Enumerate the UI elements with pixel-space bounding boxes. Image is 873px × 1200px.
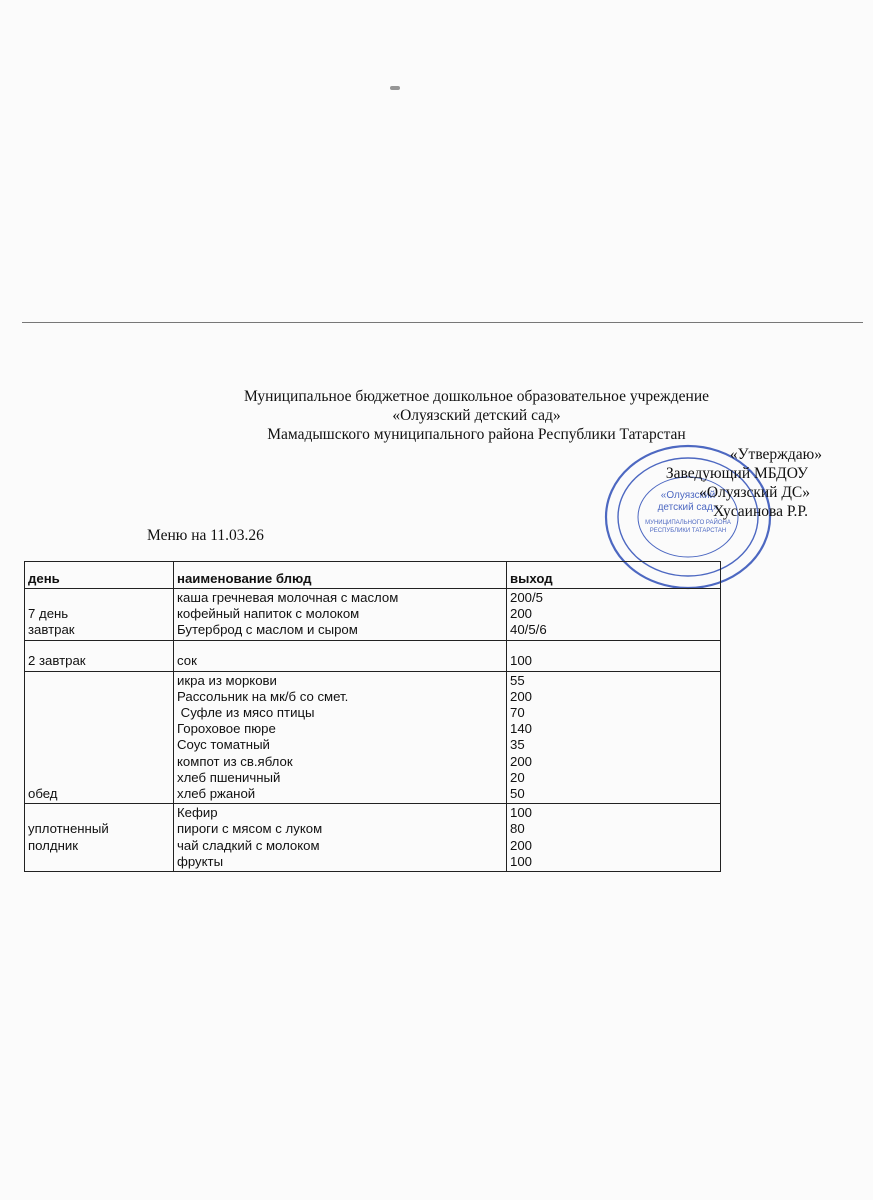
dishes-cell [174, 671, 507, 804]
day-label: полдник [28, 837, 78, 853]
dishes-cell [174, 589, 507, 641]
dish-item: Рассольник на мк/б со смет. [177, 688, 349, 704]
column-header-dishes: наименование блюд [174, 562, 507, 589]
approval-line: Хусаинова Р.Р. [713, 503, 808, 520]
yield-value: 70 [510, 705, 525, 721]
dish-item: пироги с мясом с луком [177, 821, 323, 837]
column-header-day: день [25, 562, 174, 589]
dish-item: хлеб ржаной [177, 786, 256, 802]
approval-block [648, 445, 868, 521]
yield-cell [507, 589, 721, 641]
yield-value: 200/5 [510, 590, 544, 605]
yield-value: 40/5/6 [510, 622, 547, 638]
dish-item: Бутерброд с маслом и сыром [177, 622, 358, 638]
header-line: Муниципальное бюджетное дошкольное образовательное учреждение [244, 388, 709, 405]
yield-cell [507, 671, 721, 804]
dish-item: Соус томатный [177, 737, 270, 753]
table-header-row [25, 562, 721, 589]
dish-item: кофейный напиток с молоком [177, 606, 360, 622]
scan-smudge [390, 86, 400, 90]
approval-line: Заведующий МБДОУ [665, 465, 808, 482]
yield-value: 200 [510, 688, 533, 704]
table-row [25, 640, 721, 671]
seal-text: РЕСПУБЛИКИ ТАТАРСТАН [649, 528, 727, 534]
yield-value: 80 [510, 821, 525, 837]
header-line: Мамадышского муниципального района Республики Татарстан [267, 426, 686, 443]
dish-item: компот из св.яблок [177, 753, 293, 769]
dishes-cell [174, 640, 507, 671]
yield-value: 200 [510, 837, 533, 853]
day-cell [25, 589, 174, 641]
header-line: «Олуязский детский сад» [392, 407, 561, 424]
day-cell [25, 804, 174, 872]
yield-value: 100 [510, 805, 533, 821]
approval-line: «Утверждаю» [729, 446, 822, 463]
sheet-edge-line [22, 322, 863, 323]
day-label: уплотненный [28, 821, 109, 837]
dish-item: Суфле из мясо птицы [177, 705, 315, 721]
yield-value: 200 [510, 606, 533, 622]
dish-item: каша гречневая молочная с маслом [177, 590, 399, 605]
dish-item: фрукты [177, 853, 224, 869]
dishes-cell [174, 804, 507, 872]
yield-value: 100 [510, 853, 533, 869]
menu-table [24, 561, 721, 872]
day-label: 2 завтрак [28, 653, 86, 669]
dish-item: хлеб пшеничный [177, 769, 281, 785]
day-cell [25, 671, 174, 804]
yield-cell [507, 804, 721, 872]
seal-text: «Олуязский [660, 490, 716, 501]
seal-text: детский сад» [657, 502, 719, 513]
yield-value: 100 [510, 653, 533, 669]
dish-item: сок [177, 653, 197, 669]
approval-line: «Олуязский ДС» [699, 484, 810, 501]
day-label: 7 день [28, 606, 69, 622]
yield-value: 35 [510, 737, 525, 753]
seal-text: МУНИЦИПАЛЬНОГО РАЙОНА [645, 520, 731, 526]
day-cell [25, 640, 174, 671]
dish-item: икра из моркови [177, 672, 277, 688]
yield-value: 20 [510, 769, 525, 785]
yield-value: 200 [510, 753, 533, 769]
dish-item: чай сладкий с молоком [177, 837, 320, 853]
institution-header [0, 387, 873, 444]
column-header-yield: выход [507, 562, 721, 589]
table-row [25, 671, 721, 804]
yield-value: 140 [510, 721, 533, 737]
day-label: завтрак [28, 622, 75, 638]
dish-item: Кефир [177, 805, 218, 821]
yield-value: 50 [510, 786, 525, 802]
menu-date: Меню на 11.03.26 [147, 527, 264, 544]
dish-item: Гороховое пюре [177, 721, 276, 737]
table-row [25, 804, 721, 872]
table-row [25, 589, 721, 641]
yield-cell [507, 640, 721, 671]
yield-value: 55 [510, 672, 525, 688]
day-label: обед [28, 786, 58, 802]
